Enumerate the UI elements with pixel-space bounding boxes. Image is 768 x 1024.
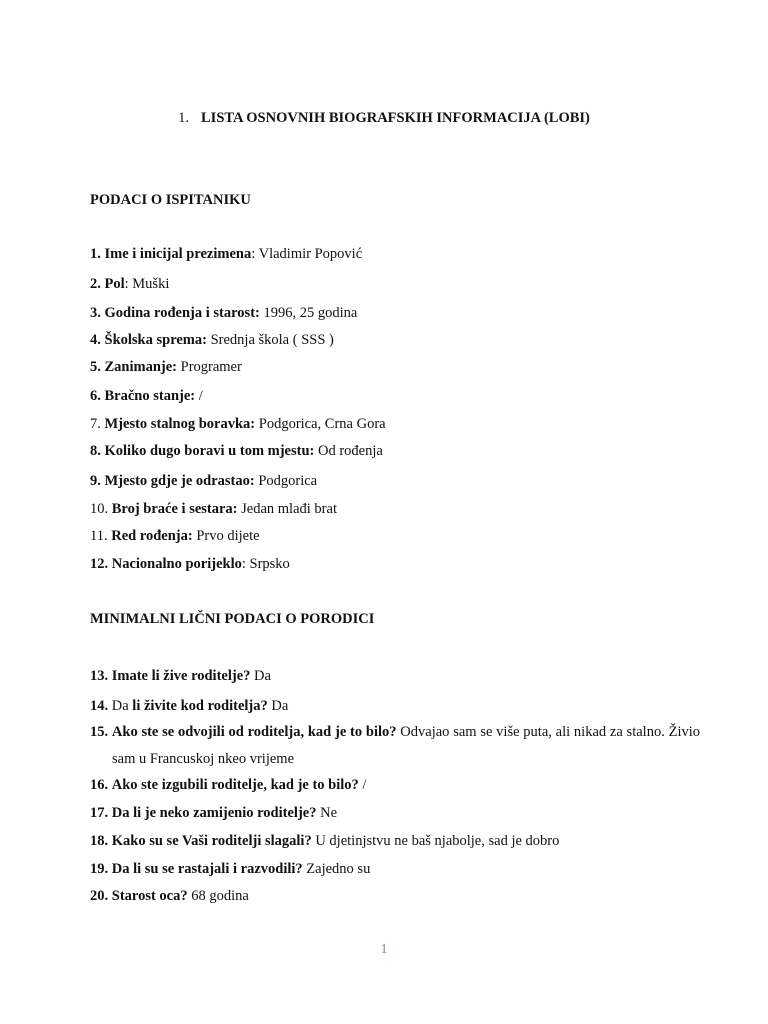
list-item: 9. Mjesto gdje je odrastao: Podgorica [90, 473, 318, 489]
list-item: 20. Starost oca? 68 godina [90, 888, 249, 904]
list-item: 18. Kako su se Vaši roditelji slagali? U djetinjstvu ne baš njabolje, sad je dobro [90, 833, 560, 849]
list-item: 15. Ako ste se odvojili od roditelja, kad je to bilo? Odvajao sam se više puta, ali nikad za stalno. Živio sam u Francuskoj nkeo vrijeme [90, 724, 701, 767]
document-title [0, 110, 768, 127]
list-item: 6. Bračno stanje: / [90, 388, 203, 404]
list-item: 1. Ime i inicijal prezimena: Vladimir Popović [90, 246, 363, 262]
list-item: 3. Godina rođenja i starost: 1996, 25 godina [90, 305, 358, 321]
list-item: 2. Pol: Muški [90, 276, 170, 292]
list-item: 19. Da li su se rastajali i razvodili? Zajedno su [90, 861, 371, 877]
list-item: 17. Da li je neko zamijenio roditelje? Ne [90, 805, 338, 821]
list-item: 13. Imate li žive roditelje? Da [90, 668, 271, 684]
section-heading-respondent: PODACI O ISPITANIKU [90, 192, 251, 208]
list-item: 7. Mjesto stalnog boravka: Podgorica, Crna Gora [90, 416, 386, 432]
list-item: 5. Zanimanje: Programer [90, 359, 242, 375]
section-heading-family: MINIMALNI LIČNI PODACI O PORODICI [90, 611, 375, 627]
list-item: 10. Broj braće i sestara: Jedan mlađi brat [90, 501, 337, 517]
list-item: 12. Nacionalno porijeklo: Srpsko [90, 556, 290, 572]
list-item: 11. Red rođenja: Prvo dijete [90, 528, 260, 544]
title-text: LISTA OSNOVNIH BIOGRAFSKIH INFORMACIJA (LOBI) [201, 110, 590, 126]
page-number: 1 [380, 942, 388, 957]
list-item: 8. Koliko dugo boravi u tom mjestu: Od rođenja [90, 443, 383, 459]
list-item: 16. Ako ste izgubili roditelje, kad je to bilo? / [90, 777, 367, 793]
list-item: 14. Da li živite kod roditelja? Da [90, 698, 289, 714]
list-item: 4. Školska sprema: Srednja škola ( SSS ) [90, 332, 334, 348]
title-number: 1. [178, 110, 189, 126]
